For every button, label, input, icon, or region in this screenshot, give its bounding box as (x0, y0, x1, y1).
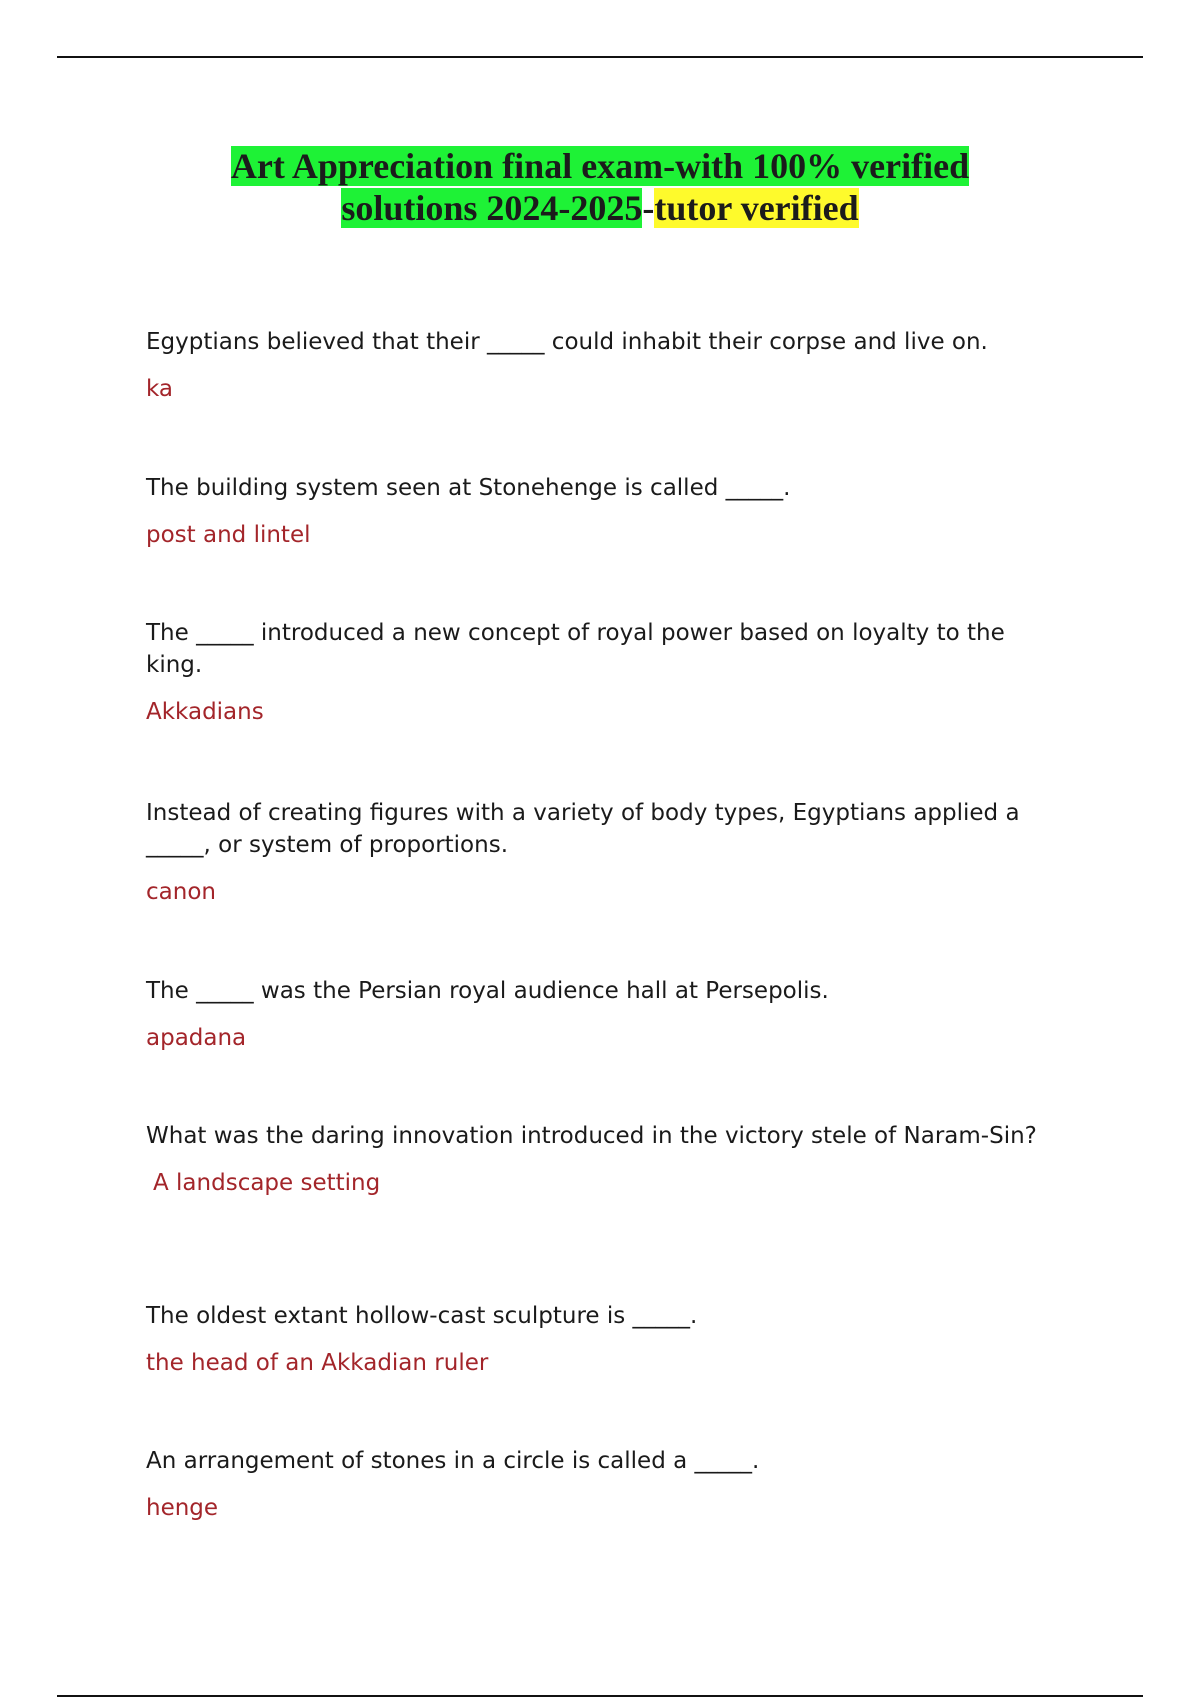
qa-item-5 (146, 975, 1066, 1053)
answer-text: the head of an Akkadian ruler (146, 1350, 489, 1376)
qa-item-6 (146, 1120, 1066, 1198)
answer-text: henge (146, 1495, 219, 1521)
title-line-1 (0, 145, 1200, 187)
question-text: Egyptians believed that their _____ could inhabit their corpse and live on. (146, 329, 988, 355)
qa-item-2 (146, 472, 1066, 550)
title-highlight-green-2: solutions 2024-2025 (341, 188, 643, 228)
question-text: An arrangement of stones in a circle is called a _____. (146, 1448, 760, 1474)
qa-item-4 (146, 797, 1066, 907)
qa-item-7 (146, 1300, 1066, 1378)
title-line-2 (0, 187, 1200, 229)
answer-text: A landscape setting (153, 1170, 381, 1196)
qa-item-1 (146, 326, 1066, 404)
title-highlight-yellow: tutor verified (654, 188, 859, 228)
question-text: Instead of creating figures with a variety of body types, Egyptians applied a _____, or system of proportions. (146, 800, 1020, 858)
document-title (0, 145, 1200, 229)
top-rule (57, 56, 1143, 58)
answer-text: apadana (146, 1025, 247, 1051)
answer-text: post and lintel (146, 522, 311, 548)
answer-text: ka (146, 376, 174, 402)
title-highlight-green: Art Appreciation final exam-with 100% verified (230, 146, 970, 186)
question-text: What was the daring innovation introduced in the victory stele of Naram-Sin? (146, 1123, 1037, 1149)
bottom-rule (57, 1695, 1143, 1697)
question-text: The oldest extant hollow-cast sculpture is _____. (146, 1303, 698, 1329)
answer-text: canon (146, 879, 216, 905)
title-separator: - (642, 188, 655, 228)
question-text: The _____ was the Persian royal audience hall at Persepolis. (146, 978, 829, 1004)
question-text: The _____ introduced a new concept of royal power based on loyalty to the king. (146, 620, 1005, 678)
qa-item-8 (146, 1445, 1066, 1523)
qa-item-3 (146, 617, 1066, 727)
answer-text: Akkadians (146, 699, 264, 725)
question-text: The building system seen at Stonehenge is called _____. (146, 475, 791, 501)
